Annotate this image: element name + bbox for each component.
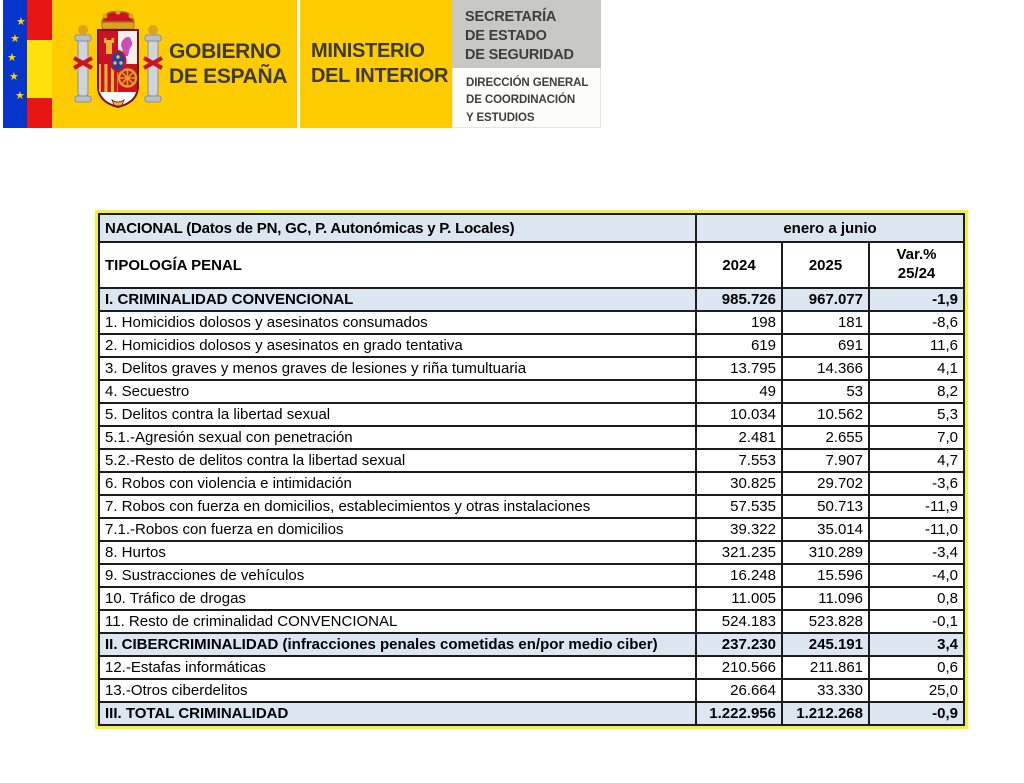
ministerio-block — [300, 0, 452, 128]
value-2024: 524.183 — [696, 610, 782, 633]
value-2024: 11.005 — [696, 587, 782, 610]
table-row — [99, 541, 964, 564]
value-2024: 210.566 — [696, 656, 782, 679]
value-2025: 181 — [782, 311, 869, 334]
row-label: 1. Homicidios dolosos y asesinatos consumados — [99, 311, 696, 334]
value-2025: 15.596 — [782, 564, 869, 587]
row-label: II. CIBERCRIMINALIDAD (infracciones penales cometidas en/por medio ciber) — [99, 633, 696, 656]
row-label: 5. Delitos contra la libertad sexual — [99, 403, 696, 426]
gobierno-line2: DE ESPAÑA — [169, 65, 288, 88]
table-row — [99, 656, 964, 679]
table-row — [99, 564, 964, 587]
row-label: 8. Hurtos — [99, 541, 696, 564]
value-2025: 2.655 — [782, 426, 869, 449]
col-header-tipologia: TIPOLOGÍA PENAL — [99, 242, 696, 288]
value-2024: 26.664 — [696, 679, 782, 702]
row-label: 7.1.-Robos con fuerza en domicilios — [99, 518, 696, 541]
table-title-row — [99, 214, 964, 242]
table-row — [99, 334, 964, 357]
table-row — [99, 403, 964, 426]
row-label: 6. Robos con violencia e intimidación — [99, 472, 696, 495]
value-2025: 691 — [782, 334, 869, 357]
row-label: 2. Homicidios dolosos y asesinatos en grado tentativa — [99, 334, 696, 357]
value-2024: 985.726 — [696, 288, 782, 311]
value-var: 8,2 — [869, 380, 964, 403]
table-row — [99, 587, 964, 610]
value-2025: 245.191 — [782, 633, 869, 656]
value-2024: 7.553 — [696, 449, 782, 472]
spain-flag-strip — [27, 0, 52, 128]
spain-flag-yellow-band — [27, 40, 52, 98]
var-header-line1: Var.% — [896, 246, 937, 264]
eu-flag-strip — [3, 0, 27, 128]
direccion-line3: Y ESTUDIOS — [466, 111, 535, 124]
value-var: -8,6 — [869, 311, 964, 334]
department-column — [452, 0, 601, 128]
value-2024: 13.795 — [696, 357, 782, 380]
direccion-line1: DIRECCIÓN GENERAL — [466, 77, 589, 89]
spain-flag-red-band — [27, 0, 52, 40]
value-2024: 10.034 — [696, 403, 782, 426]
value-2024: 237.230 — [696, 633, 782, 656]
secretaria-line2: DE ESTADO — [465, 28, 547, 45]
value-2025: 1.212.268 — [782, 702, 869, 725]
value-2025: 7.907 — [782, 449, 869, 472]
value-var: 3,4 — [869, 633, 964, 656]
gobierno-block — [52, 0, 297, 128]
eu-star-icon: ★ — [10, 33, 20, 45]
var-header-line2: 25/24 — [897, 265, 936, 282]
period-header: enero a junio — [696, 214, 964, 242]
value-2025: 11.096 — [782, 587, 869, 610]
row-label: 4. Secuestro — [99, 380, 696, 403]
crime-table — [98, 213, 965, 726]
section-row — [99, 288, 964, 311]
value-2025: 33.330 — [782, 679, 869, 702]
value-var: -11,9 — [869, 495, 964, 518]
row-label: 3. Delitos graves y menos graves de lesiones y riña tumultuaria — [99, 357, 696, 380]
value-var: 0,8 — [869, 587, 964, 610]
secretaria-label — [452, 0, 601, 68]
section-row — [99, 702, 964, 725]
value-var: 4,1 — [869, 357, 964, 380]
table-title: NACIONAL (Datos de PN, GC, P. Autonómicas y P. Locales) — [99, 214, 696, 242]
secretaria-line3: DE SEGURIDAD — [465, 47, 574, 64]
value-2024: 16.248 — [696, 564, 782, 587]
table-row — [99, 518, 964, 541]
value-2025: 967.077 — [782, 288, 869, 311]
value-var: -0,1 — [869, 610, 964, 633]
value-var: -11,0 — [869, 518, 964, 541]
value-2024: 2.481 — [696, 426, 782, 449]
value-var: 5,3 — [869, 403, 964, 426]
value-var: 0,6 — [869, 656, 964, 679]
value-var: -3,4 — [869, 541, 964, 564]
spain-coat-of-arms-icon — [72, 8, 164, 120]
gobierno-label — [169, 39, 287, 89]
eu-star-icon: ★ — [7, 52, 17, 64]
value-2025: 523.828 — [782, 610, 869, 633]
row-label: 12.-Estafas informáticas — [99, 656, 696, 679]
table-row — [99, 380, 964, 403]
table-row — [99, 472, 964, 495]
row-label: III. TOTAL CRIMINALIDAD — [99, 702, 696, 725]
ministerio-line1: MINISTERIO — [311, 40, 425, 62]
value-2024: 198 — [696, 311, 782, 334]
eu-star-icon: ★ — [15, 90, 25, 102]
row-label: I. CRIMINALIDAD CONVENCIONAL — [99, 288, 696, 311]
table-row — [99, 426, 964, 449]
secretaria-line1: SECRETARÍA — [465, 9, 557, 25]
row-label: 13.-Otros ciberdelitos — [99, 679, 696, 702]
eu-star-icon: ★ — [16, 16, 26, 28]
col-header-2025: 2025 — [782, 242, 869, 288]
table-row — [99, 449, 964, 472]
table-row — [99, 495, 964, 518]
section-row — [99, 633, 964, 656]
row-label: 5.2.-Resto de delitos contra la libertad sexual — [99, 449, 696, 472]
row-label: 9. Sustracciones de vehículos — [99, 564, 696, 587]
value-var: 7,0 — [869, 426, 964, 449]
col-header-2024: 2024 — [696, 242, 782, 288]
value-var: 11,6 — [869, 334, 964, 357]
direccion-line2: DE COORDINACIÓN — [466, 94, 576, 107]
value-2024: 321.235 — [696, 541, 782, 564]
value-var: -3,6 — [869, 472, 964, 495]
gobierno-line1: GOBIERNO — [169, 39, 281, 63]
value-var: 4,7 — [869, 449, 964, 472]
value-2025: 310.289 — [782, 541, 869, 564]
row-label: 10. Tráfico de drogas — [99, 587, 696, 610]
gov-header — [3, 0, 601, 128]
row-label: 11. Resto de criminalidad CONVENCIONAL — [99, 610, 696, 633]
value-var: -0,9 — [869, 702, 964, 725]
direccion-label — [452, 68, 601, 128]
ministerio-label — [311, 39, 448, 89]
table-row — [99, 679, 964, 702]
crime-table-container — [95, 210, 968, 729]
value-2024: 49 — [696, 380, 782, 403]
table-row — [99, 311, 964, 334]
value-2025: 29.702 — [782, 472, 869, 495]
spain-flag-red-band — [27, 98, 52, 128]
ministerio-line2: DEL INTERIOR — [311, 65, 449, 87]
value-2024: 619 — [696, 334, 782, 357]
value-2025: 10.562 — [782, 403, 869, 426]
row-label: 7. Robos con fuerza en domicilios, establecimientos y otras instalaciones — [99, 495, 696, 518]
value-2025: 14.366 — [782, 357, 869, 380]
column-header-row — [99, 242, 964, 288]
row-label: 5.1.-Agresión sexual con penetración — [99, 426, 696, 449]
value-var: -1,9 — [869, 288, 964, 311]
value-2025: 35.014 — [782, 518, 869, 541]
value-var: 25,0 — [869, 679, 964, 702]
value-var: -4,0 — [869, 564, 964, 587]
value-2025: 50.713 — [782, 495, 869, 518]
value-2024: 57.535 — [696, 495, 782, 518]
eu-star-icon: ★ — [9, 71, 19, 83]
table-row — [99, 610, 964, 633]
value-2025: 211.861 — [782, 656, 869, 679]
value-2024: 39.322 — [696, 518, 782, 541]
value-2024: 30.825 — [696, 472, 782, 495]
table-row — [99, 357, 964, 380]
value-2024: 1.222.956 — [696, 702, 782, 725]
value-2025: 53 — [782, 380, 869, 403]
col-header-var — [869, 242, 964, 288]
